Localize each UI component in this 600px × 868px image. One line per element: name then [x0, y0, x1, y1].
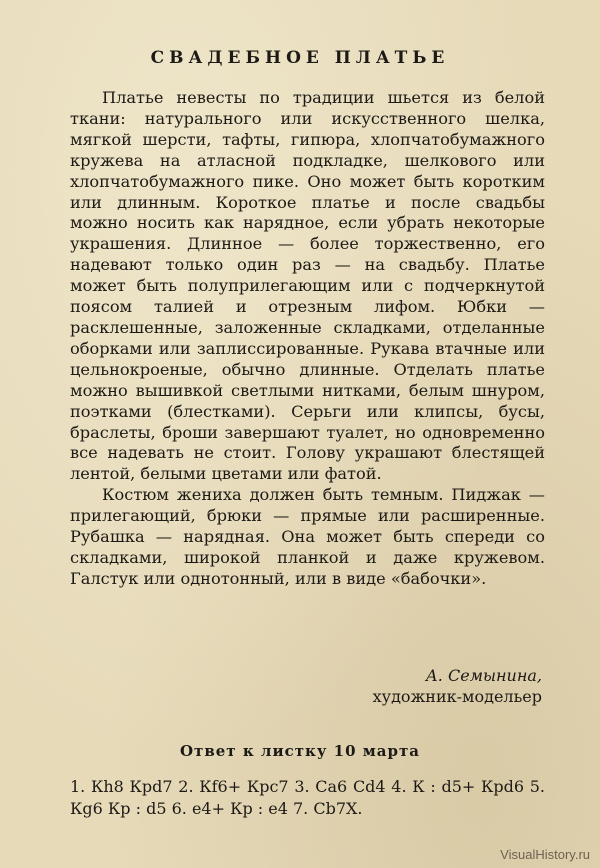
- article-title: СВАДЕБНОЕ ПЛАТЬЕ: [150, 48, 450, 68]
- answer-text: 1. Кh8 Крd7 2. Кf6+ Крс7 3. Са6 Cd4 4. К : d5+ Крd6 5. Кg6 Кр : d5 6. е4+ Кр : е4 7. Сb7X.: [70, 777, 545, 818]
- signature: [373, 665, 542, 707]
- author-name: А. Семынина,: [425, 666, 542, 685]
- author-role: художник-модельер: [372, 687, 542, 706]
- article-body: [70, 88, 545, 590]
- answer-heading: Ответ к листку 10 марта: [179, 742, 421, 760]
- article-paragraph: Костюм жениха должен быть темным. Пиджак — прилегающий, брюки — прямые или расширенные. Рубашка — нарядная. Она может быть спереди со складками, широкой планкой и даже кружевом. Галстук или однотонный, или в виде «бабочки».: [70, 485, 545, 588]
- article-paragraph: Платье невесты по традиции шьется из белой ткани: натурального или искусственного шелка, мягкой шерсти, тафты, гипюра, хлопчатобумажного кружева на атласной подкладке, шелкового или хлопчатобумажного пике. Оно может быть коротким или длинным. Короткое платье и после свадьбы можно носить как нарядное, если убрать некоторые украшения. Длинное — более торжественно, его надевают только один раз — на свадьбу. Платье может быть полуприлегающим или с подчеркнутой поясом талией и отрезным лифом. Юбки — расклешенные, заложенные складками, отделанные оборками или заплиссированные. Рукава втачные или цельнокроеные, обычно длинные. Отделать платье можно вышивкой светлыми нитками, белым шнуром, поэтками (блестками). Серьги или клипсы, бусы, браслеты, броши завершают туалет, но одновременно все надевать не стоит. Голову украшают блестящей лентой, белыми цветами или фатой.: [70, 88, 545, 484]
- watermark: VisualHistory.ru: [500, 847, 590, 862]
